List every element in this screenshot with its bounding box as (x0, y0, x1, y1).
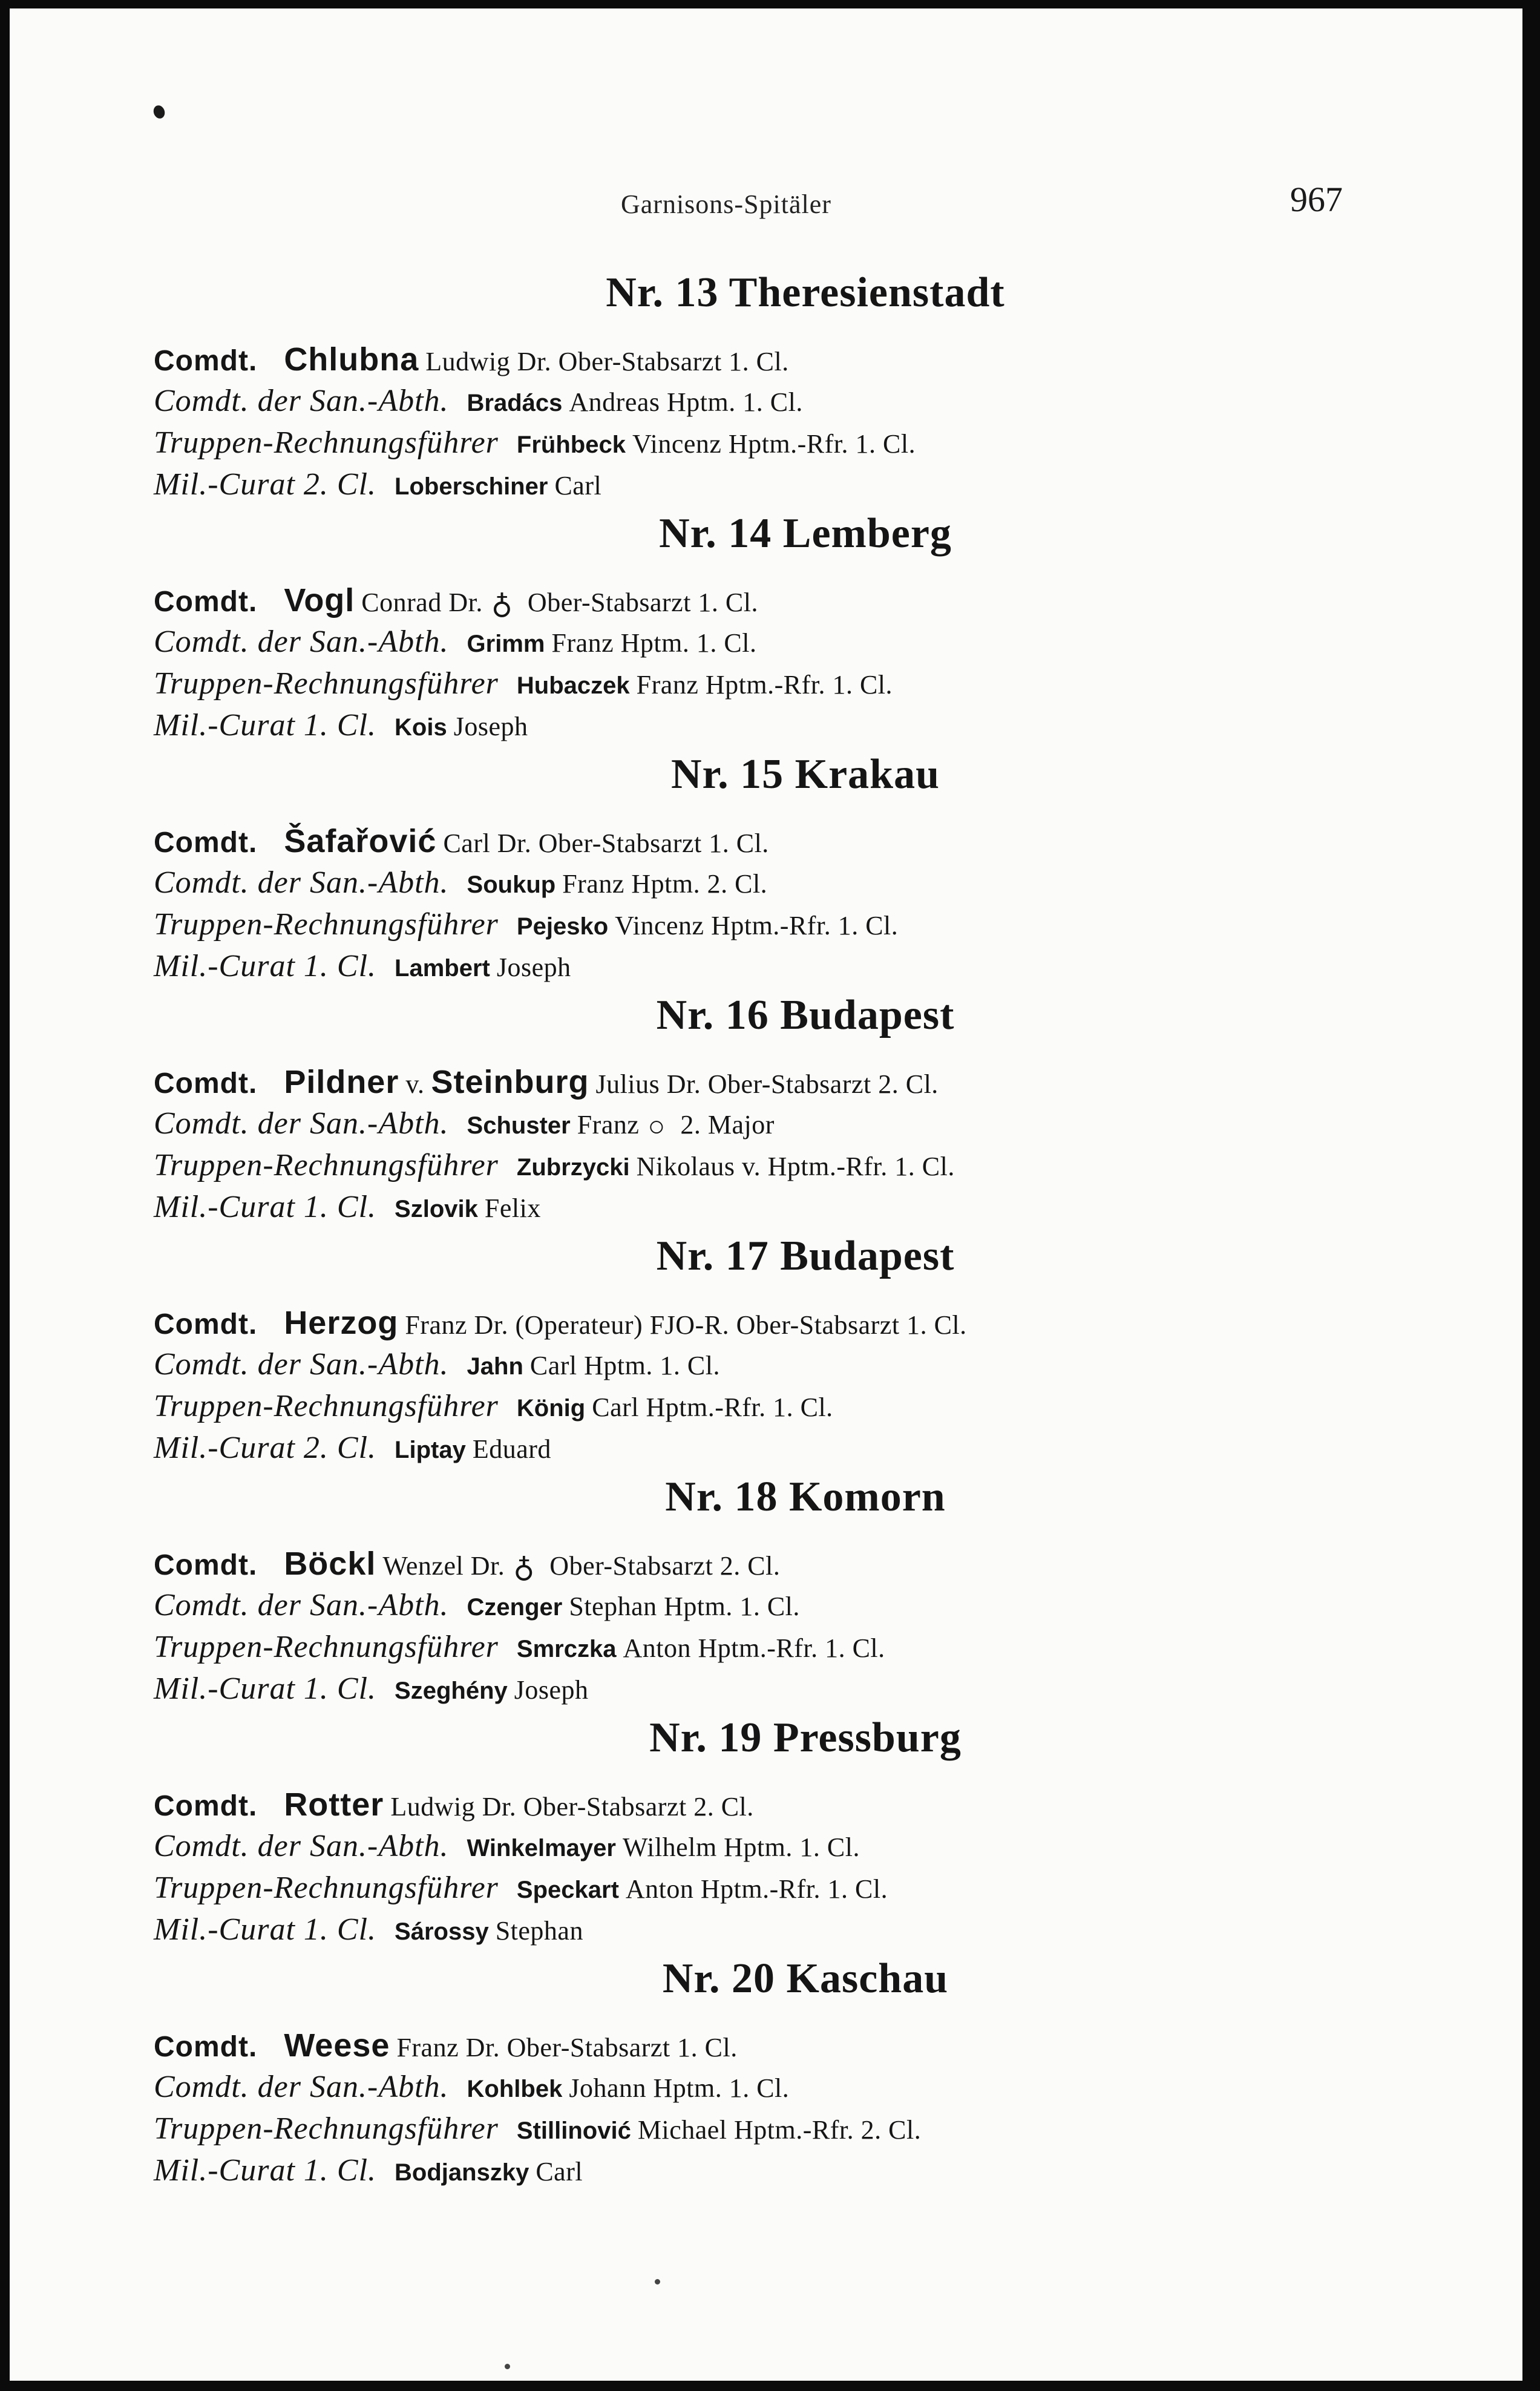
entry-rank: Julius Dr. Ober-Stabsarzt 2. Cl. (595, 1069, 939, 1099)
entry-role: Comdt. (154, 1308, 258, 1340)
hospital-section (10, 263, 1522, 503)
entry-surname: Weese (284, 2027, 390, 2064)
staff-entry (154, 1305, 1485, 1343)
staff-entry (154, 1671, 1485, 1709)
entry-surname: Bodjanszky (395, 2159, 529, 2186)
entry-surname: Soukup (467, 871, 556, 898)
entry-surname: Frühbeck (516, 431, 626, 458)
staff-entry (154, 1189, 1485, 1227)
staff-entry (154, 2027, 1485, 2066)
staff-entry (154, 1786, 1485, 1825)
entry-details: Wenzel Dr. (382, 1551, 505, 1581)
staff-entry (154, 707, 1485, 746)
entry-details: Ludwig Dr. Ober-Stabsarzt 2. Cl. (390, 1792, 754, 1822)
staff-entry (154, 1870, 1485, 1908)
entry-details: Franz (577, 1110, 640, 1140)
staff-entry (154, 1064, 1485, 1103)
decoration-order-icon: ♁ (513, 1552, 535, 1584)
entry-surname: Winkelmayer (467, 1835, 616, 1861)
entry-surname: Zubrzycki (516, 1154, 630, 1181)
entry-role: Truppen-Rechnungsführer (154, 907, 499, 942)
entry-surname: Vogl (284, 582, 355, 618)
entry-surname: Jahn (467, 1353, 523, 1380)
staff-entry (154, 1546, 1485, 1586)
staff-entry (154, 823, 1485, 862)
entry-details: Conrad Dr. (361, 588, 483, 617)
entry-details: Franz Hptm. 2. Cl. (562, 869, 768, 899)
staff-entry (154, 865, 1485, 903)
entry-rank: 2. Major (680, 1110, 775, 1140)
page-number: 967 (1290, 180, 1343, 219)
entry-role: Comdt. der San.-Abth. (154, 2070, 449, 2104)
entry-surname: Szeghény (395, 1678, 508, 1704)
staff-entry (154, 1430, 1485, 1468)
staff-entry (154, 1828, 1485, 1866)
entry-details: Franz Hptm.-Rfr. 1. Cl. (636, 670, 893, 700)
staff-entry (154, 948, 1485, 986)
ink-speck (655, 2279, 660, 2284)
staff-entry (154, 1388, 1485, 1426)
entry-role: Comdt. (154, 1068, 258, 1100)
entry-surname: Czenger (467, 1594, 563, 1621)
entry-surname: Chlubna (284, 341, 419, 378)
staff-entry (154, 1587, 1485, 1625)
entry-role: Mil.-Curat 1. Cl. (154, 1671, 377, 1706)
entry-details: Vincenz Hptm.-Rfr. 1. Cl. (632, 429, 916, 459)
entry-surname: Liptay (395, 1437, 466, 1463)
entry-details: Vincenz Hptm.-Rfr. 1. Cl. (615, 911, 899, 940)
section-heading: Nr. 19 Pressburg (649, 1714, 962, 1761)
entry-details: Franz Hptm. 1. Cl. (551, 628, 757, 658)
staff-entry (154, 1629, 1485, 1667)
ink-blot (152, 104, 166, 120)
staff-entry (154, 341, 1485, 380)
entry-surname: Szlovik (395, 1196, 478, 1222)
hospital-section (10, 744, 1522, 985)
staff-entry (154, 1147, 1485, 1186)
entry-role: Comdt. (154, 827, 258, 859)
decoration-order-icon: ♁ (491, 588, 513, 620)
entry-role: Mil.-Curat 1. Cl. (154, 708, 377, 743)
entry-details: Andreas Hptm. 1. Cl. (569, 387, 803, 417)
staff-entry (154, 907, 1485, 945)
entry-details: Joseph (453, 712, 528, 741)
staff-entry (154, 467, 1485, 505)
entry-surname: Grimm (467, 631, 545, 657)
entry-surname: Schuster (467, 1112, 571, 1139)
entry-details: Anton Hptm.-Rfr. 1. Cl. (625, 1874, 888, 1904)
entry-role: Comdt. (154, 345, 258, 377)
entry-role: Comdt. der San.-Abth. (154, 625, 449, 659)
entry-details: Stephan (495, 1916, 583, 1946)
hospital-listing (10, 263, 1522, 2189)
entry-role: Comdt. der San.-Abth. (154, 1588, 449, 1622)
entry-details: Carl (554, 471, 602, 500)
entry-details: Felix (484, 1193, 541, 1223)
staff-entry (154, 1346, 1485, 1385)
staff-entry (154, 2111, 1485, 2149)
hospital-section (10, 1467, 1522, 1708)
entry-role: Comdt. (154, 1790, 258, 1822)
entry-surname: Hubaczek (516, 672, 630, 699)
entry-surname: Kois (395, 714, 447, 741)
entry-details: Anton Hptm.-Rfr. 1. Cl. (623, 1633, 885, 1663)
entry-role: Comdt. der San.-Abth. (154, 1106, 449, 1141)
entry-surname: Bradács (467, 390, 563, 416)
entry-role: Mil.-Curat 2. Cl. (154, 1431, 377, 1465)
staff-entry (154, 2069, 1485, 2107)
entry-surname: Pildner (284, 1064, 399, 1100)
entry-role: Truppen-Rechnungsführer (154, 666, 499, 701)
entry-surname: Smrczka (516, 1636, 617, 1662)
section-heading: Nr. 13 Theresienstadt (606, 269, 1005, 316)
entry-details: Nikolaus v. Hptm.-Rfr. 1. Cl. (636, 1152, 955, 1181)
entry-role: Comdt. (154, 2031, 258, 2063)
entry-details: Michael Hptm.-Rfr. 2. Cl. (637, 2115, 922, 2145)
staff-entry (154, 666, 1485, 704)
entry-details: Carl Hptm. 1. Cl. (529, 1351, 720, 1380)
entry-details: Eduard (472, 1434, 551, 1464)
entry-surname: Stillinović (516, 2117, 631, 2144)
section-heading: Nr. 17 Budapest (656, 1233, 955, 1279)
staff-entry (154, 624, 1485, 662)
entry-role: Truppen-Rechnungsführer (154, 2111, 499, 2146)
staff-entry (154, 582, 1485, 623)
staff-entry (154, 383, 1485, 421)
entry-role: Mil.-Curat 1. Cl. (154, 2153, 377, 2188)
entry-role: Comdt. (154, 1549, 258, 1581)
entry-role: Comdt. der San.-Abth. (154, 1829, 449, 1863)
entry-role: Truppen-Rechnungsführer (154, 1871, 499, 1905)
decoration-order-icon: ○ (647, 1110, 666, 1143)
entry-surname: Loberschiner (395, 473, 548, 500)
entry-surname: König (516, 1395, 586, 1422)
entry-details: Carl (536, 2157, 583, 2186)
hospital-section (10, 1949, 1522, 2189)
section-heading: Nr. 15 Krakau (670, 751, 940, 798)
entry-details: Joseph (496, 953, 571, 982)
running-title: Garnisons-Spitäler (621, 189, 831, 219)
hospital-section (10, 503, 1522, 744)
entry-surname: Böckl (284, 1546, 376, 1582)
entry-surname: Pejesko (516, 913, 609, 940)
staff-entry (154, 1912, 1485, 1950)
entry-surname: Šafařović (284, 823, 437, 859)
section-heading: Nr. 18 Komorn (665, 1474, 946, 1520)
entry-role: Truppen-Rechnungsführer (154, 1389, 499, 1423)
hospital-section (10, 1226, 1522, 1467)
entry-rank: Ober-Stabsarzt 1. Cl. (527, 588, 759, 617)
section-heading: Nr. 20 Kaschau (662, 1955, 949, 2002)
entry-surname: Speckart (516, 1877, 619, 1903)
entry-role: Truppen-Rechnungsführer (154, 1630, 499, 1664)
entry-role: Mil.-Curat 1. Cl. (154, 1912, 377, 1947)
staff-entry (154, 1106, 1485, 1145)
entry-details: Carl Hptm.-Rfr. 1. Cl. (592, 1392, 833, 1422)
hospital-section (10, 1708, 1522, 1949)
entry-role: Truppen-Rechnungsführer (154, 1148, 499, 1182)
section-heading: Nr. 16 Budapest (656, 992, 955, 1038)
entry-details: Johann Hptm. 1. Cl. (569, 2073, 790, 2103)
entry-surname: Sárossy (395, 1918, 489, 1945)
entry-role: Comdt. der San.-Abth. (154, 384, 449, 418)
entry-details: Franz Dr. Ober-Stabsarzt 1. Cl. (396, 2033, 738, 2062)
entry-surname: Herzog (284, 1305, 399, 1341)
scanned-page (10, 8, 1522, 2381)
entry-role: Comdt. (154, 586, 258, 618)
entry-role: Mil.-Curat 1. Cl. (154, 949, 377, 983)
entry-details: Stephan Hptm. 1. Cl. (569, 1592, 800, 1621)
entry-surname: Lambert (395, 955, 490, 982)
entry-role: Mil.-Curat 1. Cl. (154, 1190, 377, 1224)
entry-details: Franz Dr. (Operateur) FJO-R. Ober-Stabsarzt 1. Cl. (405, 1310, 967, 1340)
ink-speck (505, 2364, 510, 2369)
entry-role: Comdt. der San.-Abth. (154, 865, 449, 900)
entry-surname: Kohlbek (467, 2076, 563, 2102)
entry-details: Wilhelm Hptm. 1. Cl. (622, 1832, 860, 1862)
staff-entry (154, 425, 1485, 463)
entry-surname-second-part: Steinburg (431, 1064, 589, 1100)
staff-entry (154, 2153, 1485, 2191)
entry-role: Mil.-Curat 2. Cl. (154, 467, 377, 502)
entry-details: v. (405, 1069, 425, 1099)
entry-details: Carl Dr. Ober-Stabsarzt 1. Cl. (443, 828, 769, 858)
entry-details: Joseph (514, 1675, 589, 1705)
entry-role: Comdt. der San.-Abth. (154, 1347, 449, 1382)
hospital-section (10, 985, 1522, 1226)
entry-rank: Ober-Stabsarzt 2. Cl. (549, 1551, 781, 1581)
entry-details: Ludwig Dr. Ober-Stabsarzt 1. Cl. (425, 347, 789, 376)
entry-role: Truppen-Rechnungsführer (154, 425, 499, 460)
section-heading: Nr. 14 Lemberg (659, 510, 952, 557)
entry-surname: Rotter (284, 1786, 384, 1823)
